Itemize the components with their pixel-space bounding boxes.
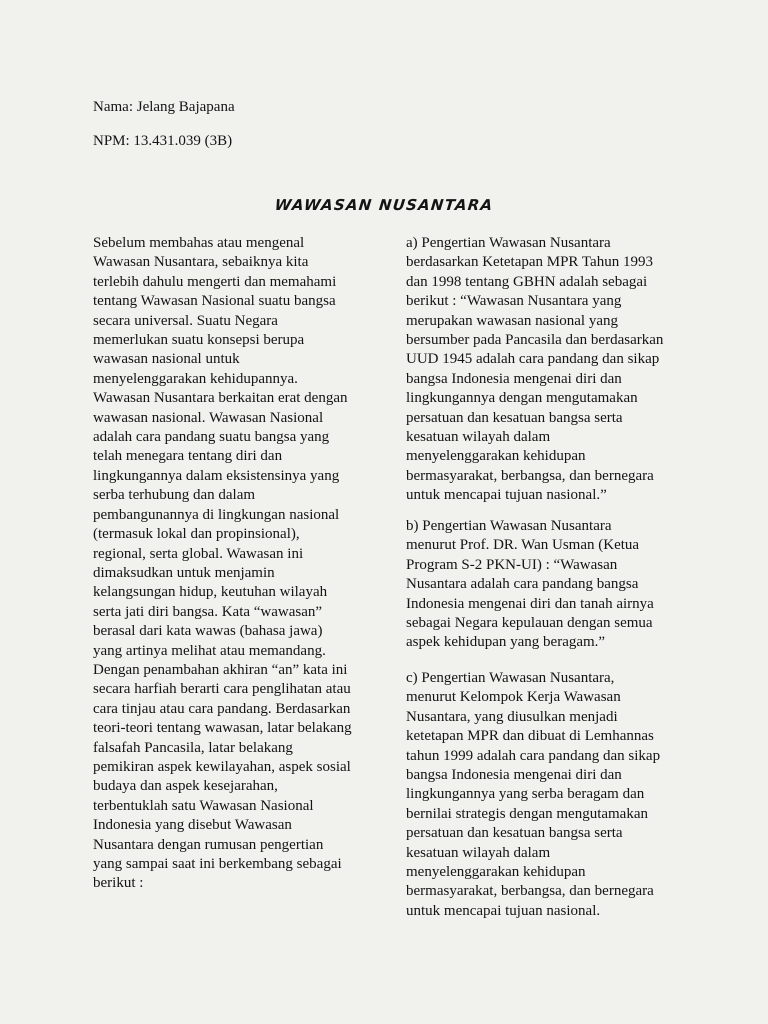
student-name: Nama: Jelang Bajapana [93,99,235,115]
definition-b-paragraph: b) Pengertian Wawasan Nusantara menurut Prof. DR. Wan Usman (Ketua Program S-2 PKN-UI) : “Wawasan Nusantara adalah cara pandang bangsa Indonesia mengenai diri dan tanah airnya sebagai Negara kepulauan dengan semua aspek kehidupan yang beragam.” [406,518,654,651]
definition-a-paragraph: a) Pengertian Wawasan Nusantara berdasarkan Ketetapan MPR Tahun 1993 dan 1998 tentang GBHN adalah sebagai berikut : “Wawasan Nusantara yang merupakan wawasan nasional yang bersumber pada Pancasila dan berdasarkan UUD 1945 adalah cara pandang dan sikap bangsa Indonesia mengenai diri dan lingkungannya dengan mengutamakan persatuan dan kesatuan bangsa serta kesatuan wilayah dalam menyelenggarakan kehidupan bermasyarakat, berbangsa, dan bernegara untuk mencapai tujuan nasional.” [406,235,664,504]
definition-c-paragraph: c) Pengertian Wawasan Nusantara, menurut Kelompok Kerja Wawasan Nusantara, yang diusulkan menjadi ketetapan MPR dan dibuat di Lemhannas tahun 1999 adalah cara pandang dan sikap bangsa Indonesia mengenai diri dan lingkungannya yang serba beragam dan bernilai strategis dengan mengutamakan persatuan dan kesatuan bangsa serta kesatuan wilayah dalam menyelenggarakan kehidupan bermasyarakat, berbangsa, dan bernegara untuk mencapai tujuan nasional. [406,670,661,919]
document-title: WAWASAN NUSANTARA [273,196,495,214]
student-npm: NPM: 13.431.039 (3B) [93,133,233,149]
left-column [93,234,373,894]
intro-paragraph: Sebelum membahas atau mengenal Wawasan Nusantara, sebaiknya kita terlebih dahulu mengerti dan memahami tentang Wawasan Nasional suatu bangsa secara universal. Suatu Negara memerlukan suatu konsepsi berupa wawasan nasional untuk menyelenggarakan kehidupannya. Wawasan Nusantara berkaitan erat dengan wawasan nasional. Wawasan Nasional adalah cara pandang suatu bangsa yang telah menegara tentang diri dan lingkungannya dalam eksistensinya yang serba terhubung dan dalam pembangunannya di lingkungan nasional (termasuk lokal dan propinsional), regional, serta global. Wawasan ini dimaksudkan untuk menjamin kelangsungan hidup, keutuhan wilayah serta jati diri bangsa. Kata “wawasan” berasal dari kata wawas (bahasa jawa) yang artinya melihat atau memandang. Dengan penambahan akhiran “an” kata ini secara harfiah berarti cara penglihatan atau cara tinjau atau cara pandang. Berdasarkan teori-teori tentang wawasan, latar belakang falsafah Pancasila, latar belakang pemikiran aspek kewilayahan, aspek sosial budaya dan aspek kesejarahan, terbentuklah satu Wawasan Nasional Indonesia yang disebut Wawasan Nusantara dengan rumusan pengertian yang sampai saat ini berkembang sebagai berikut : [93,235,352,892]
